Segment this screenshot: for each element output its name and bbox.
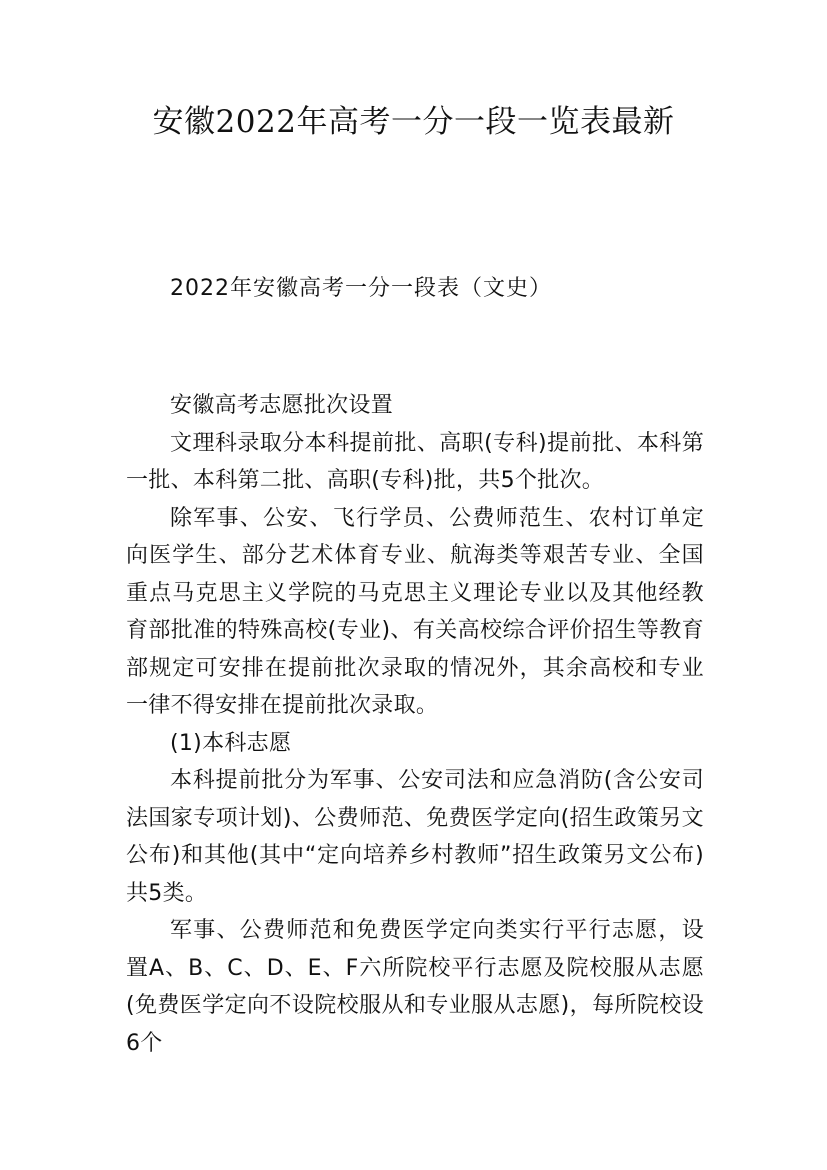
document-subtitle: 2022年安徽高考一分一段表（文史） bbox=[170, 276, 552, 301]
paragraph: 军事、公费师范和免费医学定向类实行平行志愿，设置A、B、C、D、E、F六所院校平行志愿及院校服从志愿(免费医学定向不设院校服从和专业服从志愿)，每所院校设6个 bbox=[126, 918, 704, 1056]
paragraph: 本科提前批分为军事、公安司法和应急消防(含公安司法国家专项计划)、公费师范、免费医学定向(招生政策另文公布)和其他(其中“定向培养乡村教师”招生政策另文公布)共5类。 bbox=[126, 768, 704, 906]
document-body bbox=[126, 387, 704, 1062]
paragraph: 文理科录取分本科提前批、高职(专科)提前批、本科第一批、本科第二批、高职(专科)批，共5个批次。 bbox=[126, 430, 704, 493]
document-title: 安徽2022年高考一分一段一览表最新 bbox=[152, 104, 675, 140]
section-heading: 安徽高考志愿批次设置 bbox=[170, 393, 394, 418]
paragraph: 除军事、公安、飞行学员、公费师范生、农村订单定向医学生、部分艺术体育专业、航海类等艰苦专业、全国重点马克思主义学院的马克思主义理论专业以及其他经教育部批准的特殊高校(专业)、有关高校综合评价招生等教育部规定可安排在提前批次录取的情况外，其余高校和专业一律不得安排在提前批次录取。 bbox=[126, 505, 704, 718]
subsection-heading: (1)本科志愿 bbox=[170, 730, 292, 756]
